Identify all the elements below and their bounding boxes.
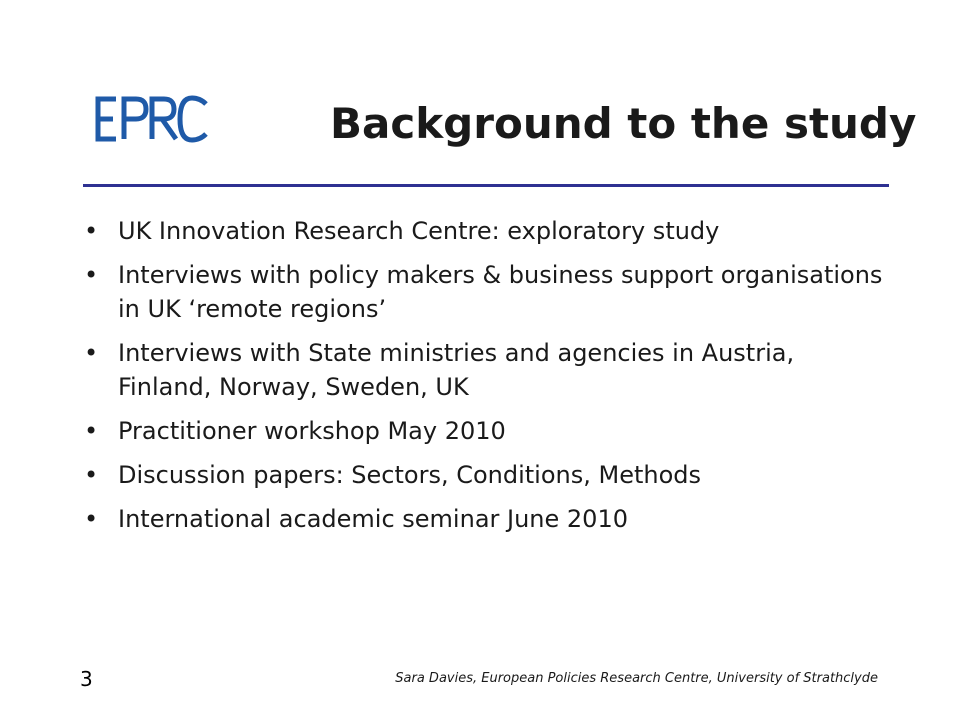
footer-credit: Sara Davies, European Policies Research Centre, University of Strathclyde [395, 671, 878, 686]
bullet-item: • Practitioner workshop May 2010 [84, 414, 884, 448]
eprc-logo [94, 94, 210, 144]
bullet-item: • Discussion papers: Sectors, Conditions, Methods [84, 458, 884, 492]
slide-number: 3 [80, 667, 93, 691]
bullet-item: • International academic seminar June 2010 [84, 502, 884, 536]
slide-title: Background to the study [330, 99, 917, 148]
title-divider [83, 184, 889, 187]
bullet-item: • Interviews with policy makers & business support organisations in UK ‘remote regions’ [84, 258, 884, 326]
bullet-item: • UK Innovation Research Centre: exploratory study [84, 214, 884, 248]
bullet-item: • Interviews with State ministries and agencies in Austria, Finland, Norway, Sweden, UK [84, 336, 884, 404]
eprc-logo-mark [94, 94, 210, 144]
bullet-list [84, 214, 884, 546]
